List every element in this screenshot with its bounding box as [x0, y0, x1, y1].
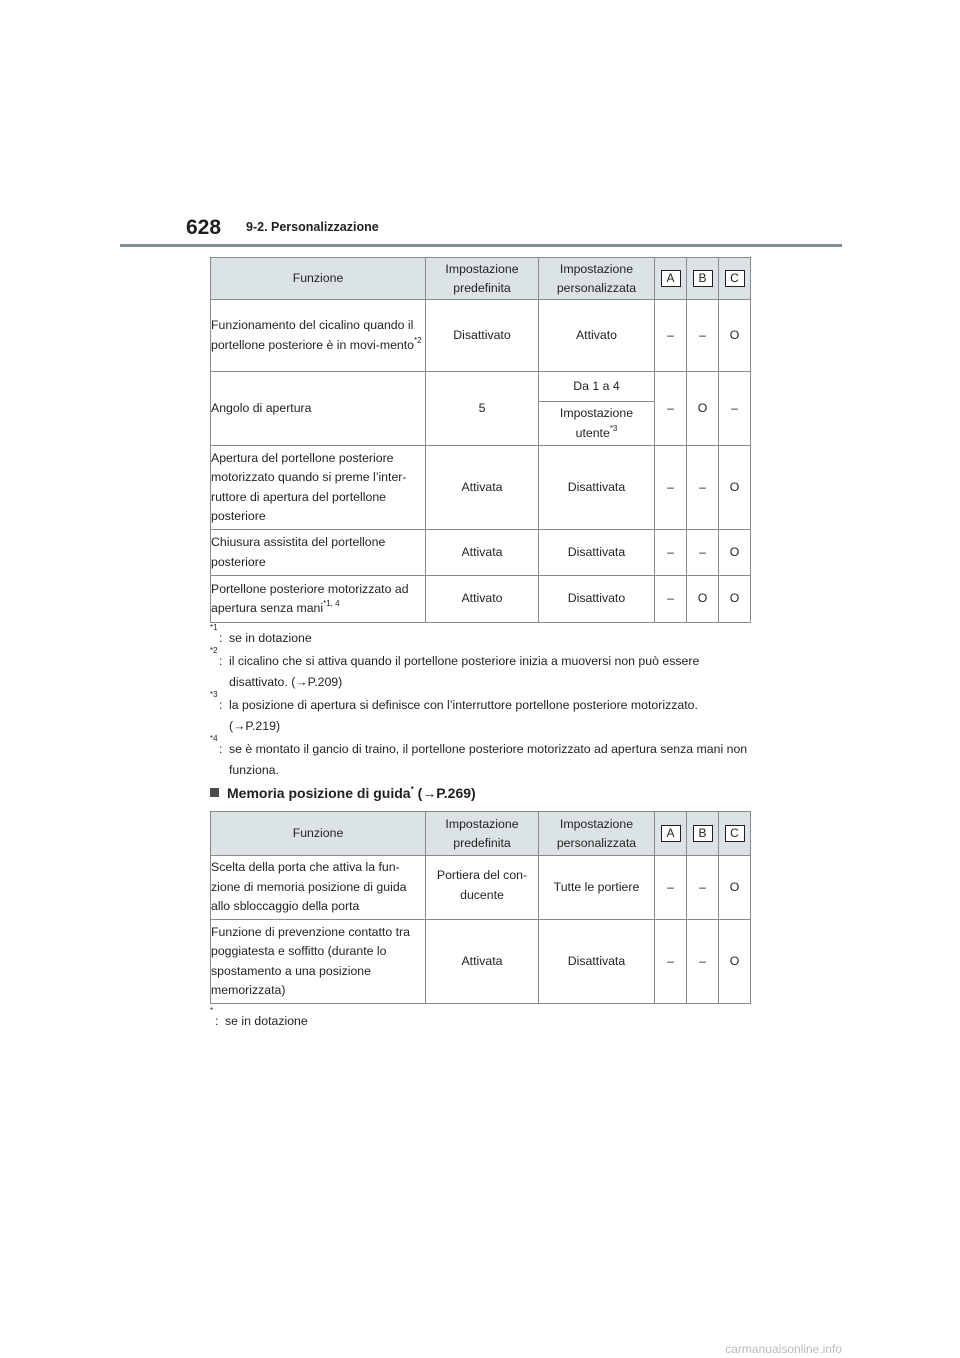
header-c: C	[719, 258, 751, 300]
row-b: –	[687, 530, 719, 576]
row-b: –	[687, 856, 719, 920]
row-a: –	[655, 920, 687, 1004]
row-function: Chiusura assistita del portellone posteriore	[211, 530, 426, 576]
table-header	[211, 812, 751, 856]
footnotes-driving-memory	[210, 1006, 750, 1034]
row-b: –	[687, 300, 719, 372]
section-title: 9-2. Personalizzazione	[246, 220, 379, 234]
header-default: Impostazione predefinita	[426, 812, 539, 856]
row-c: O	[719, 576, 751, 623]
row-custom: Disattivata	[539, 530, 655, 576]
row-c: O	[719, 300, 751, 372]
row-a: –	[655, 300, 687, 372]
footnote: *3 : la posizione di apertura si definisce con l’interruttore portellone posteriore motorizzato. (→P.219)	[210, 690, 698, 733]
row-custom: Tutte le portiere	[539, 856, 655, 920]
header-default: Impostazione predefinita	[426, 258, 539, 300]
row-a: –	[655, 856, 687, 920]
row-function: Scelta della porta che attiva la fun-zione di memoria posizione di guida allo sbloccaggio della porta	[211, 856, 426, 920]
row-default: Attivata	[426, 530, 539, 576]
row-b: –	[687, 920, 719, 1004]
row-b: O	[687, 372, 719, 446]
row-custom: Attivato	[539, 300, 655, 372]
header-function: Funzione	[211, 258, 426, 300]
table-row	[211, 372, 751, 402]
row-function: Portellone posteriore motorizzato ad apertura senza mani$^{*1, 4}$	[211, 576, 426, 623]
row-a: –	[655, 446, 687, 530]
page-number: 628	[186, 216, 222, 239]
row-default: Attivata	[426, 920, 539, 1004]
table-header	[211, 258, 751, 300]
settings-table-tailgate	[210, 257, 751, 623]
table-row	[211, 920, 751, 1004]
row-function: Funzionamento del cicalino quando il portellone posteriore è in movi-mento$^{*2}$	[211, 300, 426, 372]
row-c: O	[719, 856, 751, 920]
subsection-title: Memoria posizione di guida* (→P.269)	[210, 785, 476, 801]
row-b: –	[687, 446, 719, 530]
row-default: 5	[426, 372, 539, 446]
header-custom: Impostazione personalizzata	[539, 258, 655, 300]
footnote: * : se in dotazione	[210, 1006, 308, 1028]
header-rule	[120, 244, 842, 247]
row-default: Disattivato	[426, 300, 539, 372]
row-function: Apertura del portellone posteriore motorizzato quando si preme l’inter-ruttore di apertura del portellone posteriore	[211, 446, 426, 530]
row-custom: Disattivata	[539, 446, 655, 530]
header-c: C	[719, 812, 751, 856]
header-custom: Impostazione personalizzata	[539, 812, 655, 856]
row-b: O	[687, 576, 719, 623]
row-function: Angolo di apertura	[211, 372, 426, 446]
footnotes-tailgate	[210, 623, 750, 783]
header-a: A	[655, 258, 687, 300]
header-b: B	[687, 812, 719, 856]
header-function: Funzione	[211, 812, 426, 856]
row-c: O	[719, 920, 751, 1004]
row-default: Attivata	[426, 446, 539, 530]
row-custom: Impostazione utente$^{*3}$	[539, 402, 655, 446]
footnote: *2 : il cicalino che si attiva quando il portellone posteriore inizia a muoversi non può essere disattivato. (→P.209)	[210, 646, 700, 689]
header-b: B	[687, 258, 719, 300]
footnote: *4 : se è montato il gancio di traino, il portellone posteriore motorizzato ad apertura senza mani non funziona.	[210, 734, 748, 777]
table-row	[211, 856, 751, 920]
row-c: –	[719, 372, 751, 446]
settings-table-driving-memory	[210, 811, 751, 1004]
header-a: A	[655, 812, 687, 856]
row-custom: Disattivato	[539, 576, 655, 623]
row-default: Portiera del con-ducente	[426, 856, 539, 920]
row-custom: Da 1 a 4	[539, 372, 655, 402]
row-c: O	[719, 446, 751, 530]
table-row	[211, 576, 751, 623]
row-c: O	[719, 530, 751, 576]
row-a: –	[655, 530, 687, 576]
row-function: Funzione di prevenzione contatto tra poggiatesta e soffitto (durante lo spostamento a una posizione memorizzata)	[211, 920, 426, 1004]
table-row	[211, 300, 751, 372]
footnote: *1 : se in dotazione	[210, 623, 312, 645]
row-default: Attivato	[426, 576, 539, 623]
row-a: –	[655, 576, 687, 623]
row-custom: Disattivata	[539, 920, 655, 1004]
table-row	[211, 446, 751, 530]
table-row	[211, 530, 751, 576]
row-a: –	[655, 372, 687, 446]
square-bullet-icon	[210, 788, 219, 797]
watermark-footer: carmanualsonline.info	[725, 1342, 842, 1356]
page-reference-link[interactable]: (→P.269)	[417, 785, 476, 801]
